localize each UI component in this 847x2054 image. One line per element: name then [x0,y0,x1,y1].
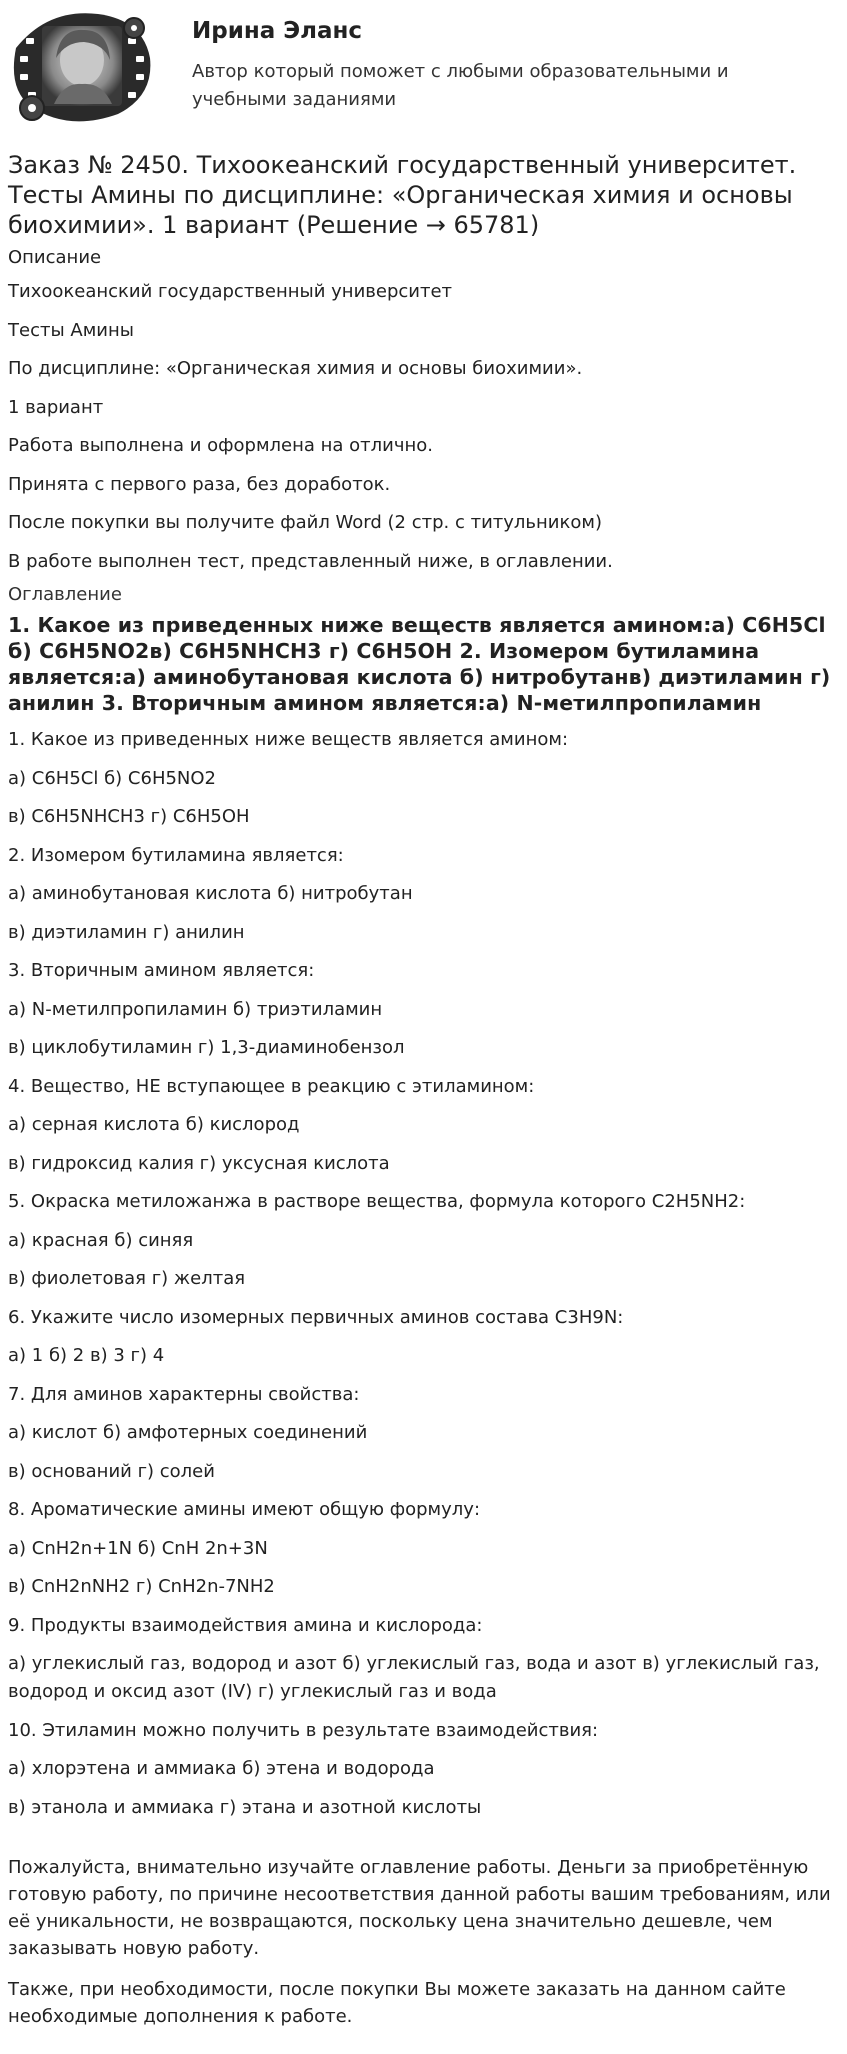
description-line: Работа выполнена и оформлена на отлично. [8,435,434,456]
description-line: По дисциплине: «Органическая химия и основы биохимии». [8,358,583,379]
toc-line: 10. Этиламин можно получить в результате взаимодействия: [8,1719,599,1741]
toc-line: 5. Окраска метиложанжа в растворе вещества, формула которого С2Н5NН2: [8,1191,746,1212]
toc-line: в) диэтиламин г) анилин [8,921,245,943]
toc-line: а) С6Н5Сl б) С6Н5NО2 [8,767,217,789]
film-reel-photo-icon [8,8,156,124]
toc-lines [8,726,838,1822]
toc-line: а) углекислый газ, водород и азот б) углекислый газ, вода и азот в) углекислый газ, водород и оксид азот (IV) г) углекислый газ и вода [8,1653,820,1702]
author-block [8,8,838,128]
toc-line: 7. Для аминов характерны свойства: [8,1383,360,1405]
toc-line: в) фиолетовая г) желтая [8,1268,246,1289]
toc-summary: 1. Какое из приведенных ниже веществ является амином:а) С6Н5Сl б) С6Н5NО2в) С6Н5NНСН3 г) С6Н5ОН 2. Изомером бутиламина является:а) аминобутановая кислота б) нитробутанв) диэтиламин г) анилин 3. Вторичным амином является:а) N-метилпропиламин [8,613,831,715]
author-name: Ирина Эланс [192,18,363,44]
description-heading: Описание [8,247,102,268]
refund-notice: Пожалуйста, внимательно изучайте оглавление работы. Деньги за приобретённую готовую работу, по причине несоответствия данной работы вашим требованиям, или её уникальности, не возвращаются, поскольку цена значительно дешевле, чем заказывать новую работу. [8,1857,831,1959]
toc-line: в) С6Н5NНСН3 г) С6Н5ОН [8,806,250,827]
toc-section [8,582,838,1832]
toc-heading: Оглавление [8,584,122,605]
author-avatar [8,8,156,124]
toc-line: в) этанола и аммиака г) этана и азотной кислоты [8,1796,482,1818]
toc-line: в) гидроксид калия г) уксусная кислота [8,1152,390,1174]
toc-line: а) N-метилпропиламин б) триэтиламин [8,998,383,1020]
description-line: В работе выполнен тест, представленный ниже, в оглавлении. [8,550,613,572]
toc-line: 6. Укажите число изомерных первичных аминов состава С3Н9N: [8,1306,624,1328]
toc-line: а) серная кислота б) кислород [8,1114,300,1135]
order-title: Заказ № 2450. Тихоокеанский государственный университет. Тесты Амины по дисциплине: «Органическая химия и основы биохимии». 1 вариант (Решение → 65781) [8,151,797,239]
toc-line: 8. Ароматические амины имеют общую формулу: [8,1499,481,1520]
toc-line: а) 1 б) 2 в) 3 г) 4 [8,1345,165,1366]
toc-line: 1. Какое из приведенных ниже веществ является амином: [8,729,569,750]
additions-notice: Также, при необходимости, после покупки Вы можете заказать на данном сайте необходимые дополнения к работе. [8,1979,786,2027]
toc-line: 4. Вещество, НЕ вступающее в реакцию с этиламином: [8,1075,535,1097]
description-line: Тихоокеанский государственный университет [8,281,453,302]
description-line: Тесты Амины [8,319,134,341]
toc-line: в) СnН2nNН2 г) СnН2n-7NН2 [8,1576,275,1597]
footer-notices [8,1854,838,2044]
toc-line: а) аминобутановая кислота б) нитробутан [8,883,413,904]
toc-line: в) оснований г) солей [8,1460,215,1482]
toc-line: а) хлорэтена и аммиака б) этена и водорода [8,1758,435,1779]
toc-line: в) циклобутиламин г) 1,3-диаминобензол [8,1037,405,1058]
description-lines [8,278,838,576]
description-line: Принята с первого раза, без доработок. [8,473,391,495]
toc-line: 3. Вторичным амином является: [8,960,315,981]
toc-line: а) кислот б) амфотерных соединений [8,1422,368,1443]
toc-line: 2. Изомером бутиламина является: [8,844,344,866]
toc-line: а) СnН2n+1N б) СnН 2n+3N [8,1537,268,1559]
description-line: 1 вариант [8,396,104,418]
description-section [8,244,838,586]
toc-line: а) красная б) синяя [8,1229,194,1251]
description-line: После покупки вы получите файл Word (2 стр. с титульником) [8,512,602,533]
author-description: Автор который поможет с любыми образовательными и учебными заданиями [192,61,729,110]
toc-line: 9. Продукты взаимодействия амина и кислорода: [8,1614,483,1636]
